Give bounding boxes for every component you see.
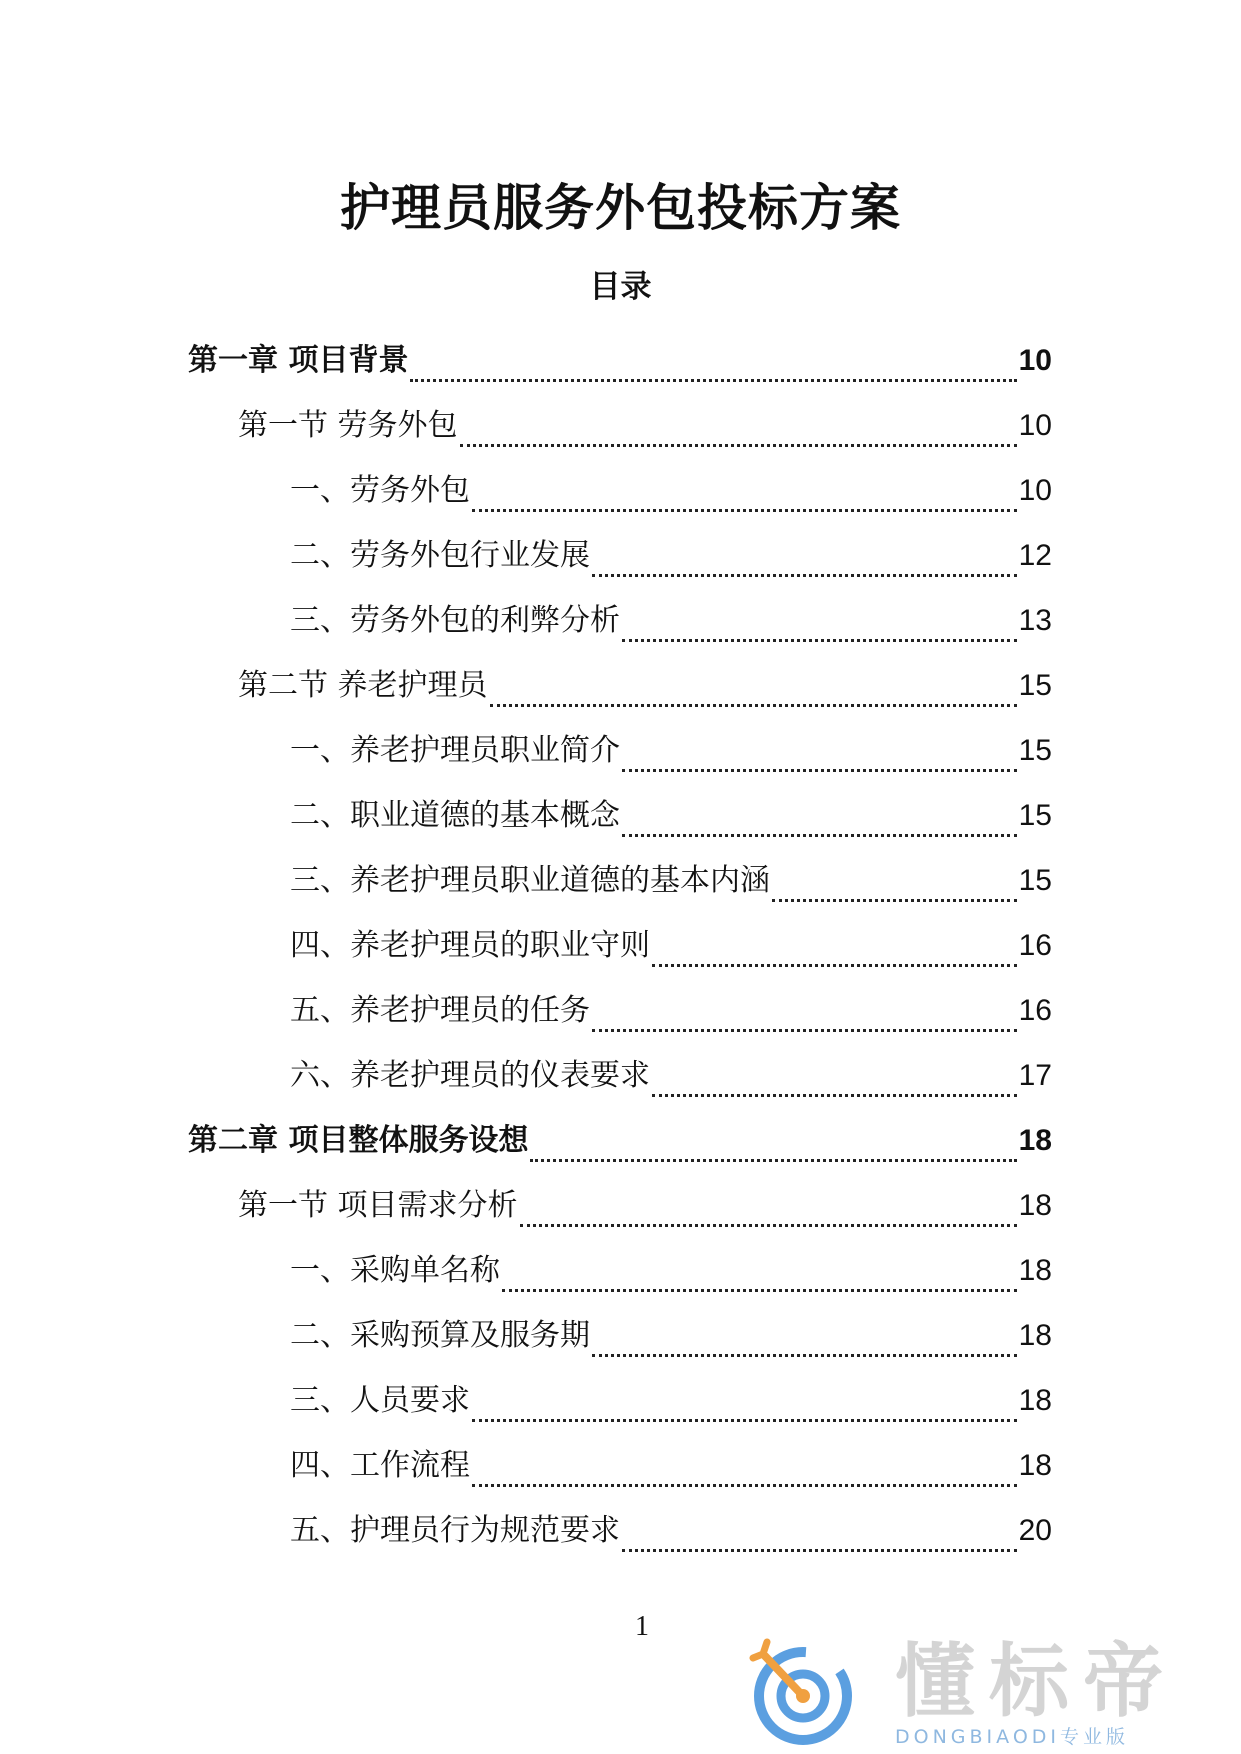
- toc-entry-page: 12: [1018, 538, 1052, 572]
- watermark: [745, 1634, 1215, 1750]
- toc-entry-page: 13: [1018, 603, 1052, 637]
- toc-entry-label: 第二章 项目整体服务设想: [188, 1122, 529, 1158]
- toc-entry[interactable]: [188, 978, 1052, 1043]
- toc-entry[interactable]: [188, 1433, 1052, 1498]
- toc-entry[interactable]: [188, 1108, 1052, 1173]
- toc-dot-leader: [460, 444, 1017, 447]
- document-title: 护理员服务外包投标方案: [340, 179, 901, 237]
- toc-entry-label: 二、职业道德的基本概念: [290, 797, 620, 833]
- page-number: 1: [635, 1611, 649, 1642]
- toc-dot-leader: [520, 1224, 1017, 1227]
- toc-entry-label: 二、采购预算及服务期: [290, 1317, 590, 1353]
- toc-entry[interactable]: [188, 393, 1052, 458]
- toc-dot-leader: [472, 509, 1017, 512]
- toc-dot-leader: [622, 639, 1017, 642]
- toc-dot-leader: [490, 704, 1017, 707]
- toc-entry[interactable]: [188, 1498, 1052, 1563]
- toc-entry-page: 16: [1018, 928, 1052, 962]
- toc-dot-leader: [622, 1549, 1017, 1552]
- toc-dot-leader: [530, 1159, 1016, 1162]
- toc-entry-label: 第一节 项目需求分析: [238, 1187, 518, 1223]
- toc-entry-page: 15: [1018, 668, 1052, 702]
- toc-entry-label: 一、采购单名称: [290, 1252, 500, 1288]
- toc-heading: 目录: [589, 269, 652, 305]
- toc-entry[interactable]: [188, 653, 1052, 718]
- toc-entry-label: 四、工作流程: [290, 1447, 470, 1483]
- toc-entry-label: 第二节 养老护理员: [238, 667, 488, 703]
- toc-entry-page: 10: [1018, 343, 1052, 377]
- toc-entry-page: 18: [1018, 1448, 1052, 1482]
- toc-dot-leader: [502, 1289, 1017, 1292]
- toc-entry[interactable]: [188, 783, 1052, 848]
- target-arrow-icon: [745, 1634, 861, 1750]
- toc-dot-leader: [592, 1029, 1017, 1032]
- toc-entry[interactable]: [188, 1368, 1052, 1433]
- toc-entry-page: 10: [1018, 408, 1052, 442]
- toc-entry-label: 二、劳务外包行业发展: [290, 537, 590, 573]
- toc-entry-page: 18: [1018, 1383, 1052, 1417]
- toc-entry-page: 15: [1018, 733, 1052, 767]
- toc-entry-page: 10: [1018, 473, 1052, 507]
- toc-entry[interactable]: [188, 718, 1052, 783]
- toc-dot-leader: [592, 1354, 1017, 1357]
- watermark-brand-name: 懂标帝: [895, 1635, 1177, 1728]
- toc-entry-label: 三、劳务外包的利弊分析: [290, 602, 620, 638]
- toc-entry[interactable]: [188, 1043, 1052, 1108]
- toc-entry-page: 15: [1018, 863, 1052, 897]
- toc-entry-label: 第一节 劳务外包: [238, 407, 458, 443]
- toc-entry-page: 15: [1018, 798, 1052, 832]
- toc-dot-leader: [652, 964, 1017, 967]
- toc-entry[interactable]: [188, 523, 1052, 588]
- toc-entry-label: 五、护理员行为规范要求: [290, 1512, 620, 1548]
- watermark-subtitle: DONGBIAODI专业版: [895, 1726, 1130, 1748]
- toc-entry[interactable]: [188, 1173, 1052, 1238]
- toc-dot-leader: [472, 1484, 1017, 1487]
- toc-entry[interactable]: [188, 328, 1052, 393]
- toc-entry[interactable]: [188, 1238, 1052, 1303]
- toc-entry-page: 17: [1018, 1058, 1052, 1092]
- toc-entry-page: 20: [1018, 1513, 1052, 1547]
- toc-entry-page: 18: [1018, 1188, 1052, 1222]
- toc-entry[interactable]: [188, 913, 1052, 978]
- toc-entry-label: 五、养老护理员的任务: [290, 992, 590, 1028]
- toc-entry-page: 18: [1018, 1318, 1052, 1352]
- toc-entry[interactable]: [188, 848, 1052, 913]
- toc-entry-page: 16: [1018, 993, 1052, 1027]
- toc-dot-leader: [652, 1094, 1017, 1097]
- toc-dot-leader: [592, 574, 1017, 577]
- toc-entry-label: 一、劳务外包: [290, 472, 470, 508]
- toc-entry-page: 18: [1018, 1253, 1052, 1287]
- toc-entry[interactable]: [188, 458, 1052, 523]
- toc-entry[interactable]: [188, 1303, 1052, 1368]
- toc-dot-leader: [622, 834, 1017, 837]
- toc-entry-page: 18: [1018, 1123, 1052, 1157]
- toc-entry-label: 三、人员要求: [290, 1382, 470, 1418]
- toc-entry-label: 四、养老护理员的职业守则: [290, 927, 650, 963]
- toc-entry[interactable]: [188, 588, 1052, 653]
- toc-dot-leader: [410, 379, 1016, 382]
- toc-dot-leader: [622, 769, 1017, 772]
- toc-entry-label: 一、养老护理员职业简介: [290, 732, 620, 768]
- toc-dot-leader: [772, 899, 1017, 902]
- toc-entry-label: 第一章 项目背景: [188, 342, 409, 378]
- toc-entry-label: 三、养老护理员职业道德的基本内涵: [290, 862, 770, 898]
- toc-list: [188, 328, 1052, 1563]
- toc-dot-leader: [472, 1419, 1017, 1422]
- toc-entry-label: 六、养老护理员的仪表要求: [290, 1057, 650, 1093]
